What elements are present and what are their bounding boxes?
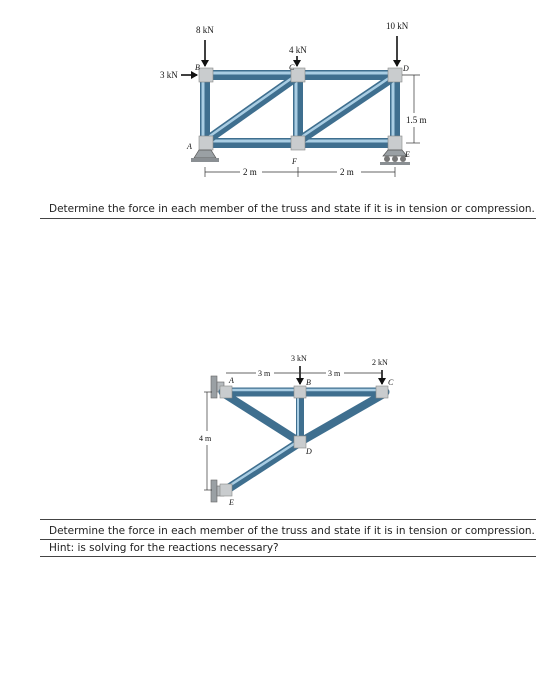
- dim-label-left-span: 2 m: [243, 167, 257, 177]
- pin-support-a: [191, 150, 219, 162]
- joint-label-f: F: [292, 157, 297, 166]
- joint-label-b: B: [195, 63, 200, 72]
- problem-1-rule: [40, 218, 536, 219]
- dim-label-right-span-2: 3 m: [328, 369, 341, 378]
- problem-2-prompt: Determine the force in each member of the truss and state if it is in tension or compression.: [49, 525, 535, 537]
- truss-figure-2: [0, 340, 542, 520]
- joint-label-e: E: [405, 150, 410, 159]
- joint-label-c: C: [289, 63, 295, 72]
- joint-label-e2: E: [229, 498, 234, 507]
- load-label-b2: 3 kN: [291, 354, 307, 363]
- joint-label-d2: D: [306, 447, 312, 456]
- problem-2-hint: Hint: is solving for the reactions necessary?: [49, 542, 279, 554]
- truss-members: [203, 73, 395, 143]
- dim-label-height: 1.5 m: [406, 115, 427, 125]
- dim-label-height-2: 4 m: [199, 434, 212, 443]
- member-ed: [226, 442, 300, 490]
- load-arrows-2: [300, 366, 382, 384]
- member-bf: [210, 80, 292, 138]
- load-label-d: 10 kN: [386, 21, 409, 31]
- member-cd: [300, 395, 382, 442]
- joint-label-c2: C: [388, 378, 394, 387]
- load-label-b: 8 kN: [196, 25, 214, 35]
- dim-label-left-span-2: 3 m: [258, 369, 271, 378]
- load-label-horizontal: 3 kN: [160, 70, 178, 80]
- problem-1-prompt: Determine the force in each member of the truss and state if it is in tension or compression.: [49, 203, 535, 215]
- joint-label-a2: A: [229, 376, 234, 385]
- problem-2-top-rule: [40, 519, 536, 520]
- truss-figure-1: [0, 0, 542, 200]
- joint-label-d: D: [403, 64, 409, 73]
- problem-2-bottom-rule: [40, 556, 536, 557]
- joint-label-a: A: [187, 142, 192, 151]
- member-ad: [226, 395, 300, 442]
- member-ce: [303, 80, 389, 138]
- load-label-c2: 2 kN: [372, 358, 388, 367]
- dim-label-right-span: 2 m: [340, 167, 354, 177]
- load-label-c: 4 kN: [289, 45, 307, 55]
- joint-label-b2: B: [306, 378, 311, 387]
